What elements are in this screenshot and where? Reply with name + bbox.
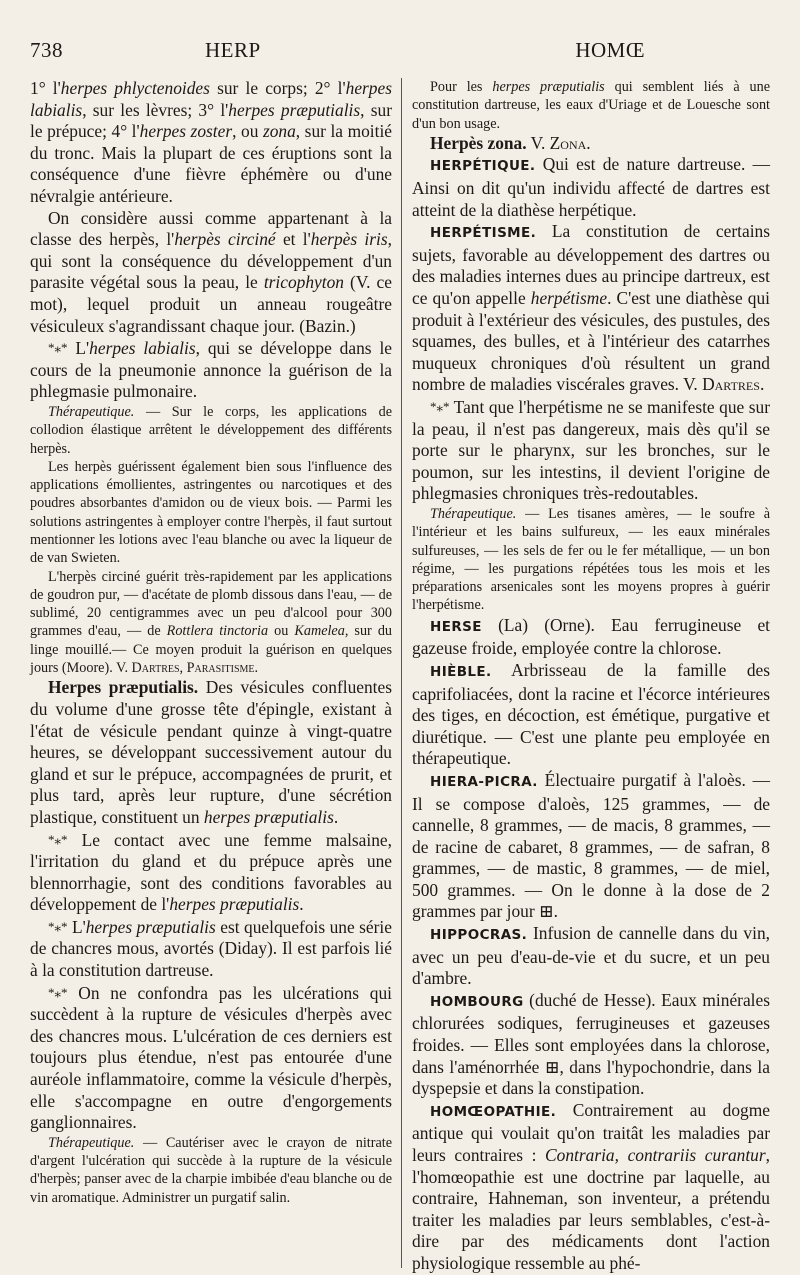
paragraph: On considère aussi comme appartenant à la classe des herpès, l'herpès circiné et l'herpès iris, qui sont la conséquence du développement d'un parasite végétal sous la peau, le tricophyton (V. ce mot), lequel produit un anneau rougeâtre vésiculeux s'agrandissant chaque jour. (Bazin.) [30, 207, 392, 336]
paragraph: HOMŒOPATHIE. Contrairement au dogme antique qui voulait qu'on traitât les maladies par leurs contraires : Contraria, contrariis curantur, l'homœopathie est une doctrine par laquelle, au contraire, Hahneman, son inventeur, a prétendu traiter les maladies par leurs semblables, c'est-à-dire par des médicaments dont l'action physiologique ressemble au phé- [412, 1099, 771, 1273]
paragraph: Herpès zona. V. Zona. [430, 132, 591, 153]
paragraph: HIERA-PICRA. Électuaire purgatif à l'aloès. — Il se compose d'aloès, 125 grammes, — de cannelle, 8 grammes, — de macis, 8 grammes, — de racine de cabaret, 8 grammes, — de safran, 8 grammes, — de mastic, 8 grammes, — de miel, 500 grammes. — On le donne à la dose de 2 grammes par jour ⊞. [412, 769, 770, 922]
running-head-left: HERP [205, 38, 261, 62]
paragraph: *⁎* On ne confondra pas les ulcérations qui succèdent à la rupture de vésicules d'herpès avec des chancres mous. L'ulcération de ces derniers est toujours plus étendue, n'est pas entourée d'une auréole inflammatoire, comme la vésicule d'herpès, elle s'accompagne en outre d'engorgements ganglionnaires. [30, 982, 392, 1133]
paragraph: Pour les herpes præputialis qui semblent liés à une constitution dartreuse, les eaux d'Uriage et de Louesche sont d'un bon usage. [412, 79, 770, 132]
paragraph: HERPÉTISME. La constitution de certains sujets, favorable au développement des dartres ou des maladies internes dues au principe dartreux, est ce qu'on appelle herpétisme. C'est une diathèse qui produit à l'extérieur des vésicules, des pustules, des squames, des bulles, et à l'intérieur des catarrhes muqueux chroniques d'où résultent un grand nombre de maladies viscérales graves. V. Dartres. [412, 221, 771, 395]
paragraph: *⁎* Tant que l'herpétisme ne se manifeste que sur la peau, il n'est pas dangereux, mais dès qu'il se porte sur le pharynx, sur les bronches, sur le poumon, sur les intestins, il devient l'origine de phlegmasies chroniques très-redoutables. [412, 397, 770, 504]
paragraph: Herpes præputialis. Des vésicules confluentes du volume d'une grosse tête d'épingle, existant à l'état de vésicule pendant quinze à vingt-quatre heures, se développant successivement autour du gland et sur le prépuce, accompagnées de prurit, et plus tard, après leur rupture, d'une sécrétion plastique, constituent un herpes præputialis. [30, 677, 392, 827]
right-column [412, 78, 770, 1275]
paragraph: *⁎* Le contact avec une femme malsaine, l'irritation du gland et du prépuce après une blennorrhagie, sont des conditions favorables au développement de l'herpes præputialis. [30, 829, 392, 915]
left-column [30, 78, 392, 1207]
paragraph: HERPÉTIQUE. Qui est de nature dartreuse. — Ainsi on dit qu'un individu affecté de dartres est atteint de la diathèse herpétique. [412, 154, 770, 220]
paragraph: Thérapeutique. — Sur le corps, les applications de collodion élastique arrêtent le développement des différents herpès. [30, 403, 392, 457]
paragraph: HIÈBLE. Arbrisseau de la famille des caprifoliacées, dont la racine et l'écorce intérieures des tiges, en décoction, est émétique, purgative et diurétique. — C'est une plante peu employée en thérapeutique. [412, 659, 770, 769]
paragraph: Thérapeutique. — Les tisanes amères, — le soufre à l'intérieur et les bains sulfureux, — les eaux minérales sulfureuses, — les sels de fer ou le fer métallique, — un bon régime, — les purgations répétées tous les mois et les préparations arsenicales sont les moyens propres à guérir l'herpétisme. [412, 505, 770, 614]
paragraph: Thérapeutique. — Cautériser avec le crayon de nitrate d'argent l'ulcération qui succède à la rupture de la vésicule d'herpès; panser avec de la charpie imbibée d'eau blanche ou de vin aromatique. Administrer un purgatif salin. [30, 1134, 392, 1206]
page-header [30, 38, 770, 72]
paragraph: Les herpès guérissent également bien sous l'influence des applications émollientes, astringentes ou narcotiques et des poudres absorbantes d'amidon ou de vieux bois. — Parmi les solutions astringentes à employer contre l'herpès, il faut surtout mentionner les lotions avec l'eau blanche ou avec la liqueur de de van Swieten. [30, 458, 392, 567]
page-number: 738 [30, 38, 63, 62]
paragraph: *⁎* L'herpes præputialis est quelquefois une série de chancres mous, avortés (Diday). Il est parfois lié à la constitution dartreuse. [30, 916, 392, 981]
paragraph: L'herpès circiné guérit très-rapidement par les applications de goudron pur, — d'acétate de plomb dissous dans l'eau, — de sublimé, 20 centigrammes avec un peu d'alcool pour 300 grammes d'eau, — de Rottlera tinctoria ou Kamelea, sur du linge mouillé.— Ce moyen produit la guérison en quelques jours (Moore). V. Dartres, Parasitisme. [30, 568, 393, 677]
paragraph: 1° l'herpes phlyctenoides sur le corps; 2° l'herpes labialis, sur les lèvres; 3° l'herpes præputialis, sur le prépuce; 4° l'herpes zoster, ou zona, sur la moitié du tronc. Mais la plupart de ces éruptions sont la conséquence d'une fièvre éphémère ou d'une névralgie antérieure. [30, 78, 393, 206]
paragraph: HERSE (La) (Orne). Eau ferrugineuse et gazeuse froide, employée contre la chlorose. [412, 614, 770, 659]
column-divider [401, 78, 402, 1268]
paragraph: HOMBOURG (duché de Hesse). Eaux minérales chlorurées sodiques, ferrugineuses et gazeuses froides. — Elles sont employées dans la chlorose, dans l'aménorrhée ⊞, dans l'hypochondrie, dans la dyspepsie et dans la constipation. [412, 989, 770, 1099]
running-head-right: HOMŒ [575, 38, 645, 62]
paragraph: *⁎* L'herpes labialis, qui se développe dans le cours de la pneumonie annonce la guérison de la phlegmasie pulmonaire. [30, 338, 392, 402]
paragraph: HIPPOCRAS. Infusion de cannelle dans du vin, avec un peu d'eau-de-vie et du sucre, et un peu d'ambre. [412, 923, 770, 989]
